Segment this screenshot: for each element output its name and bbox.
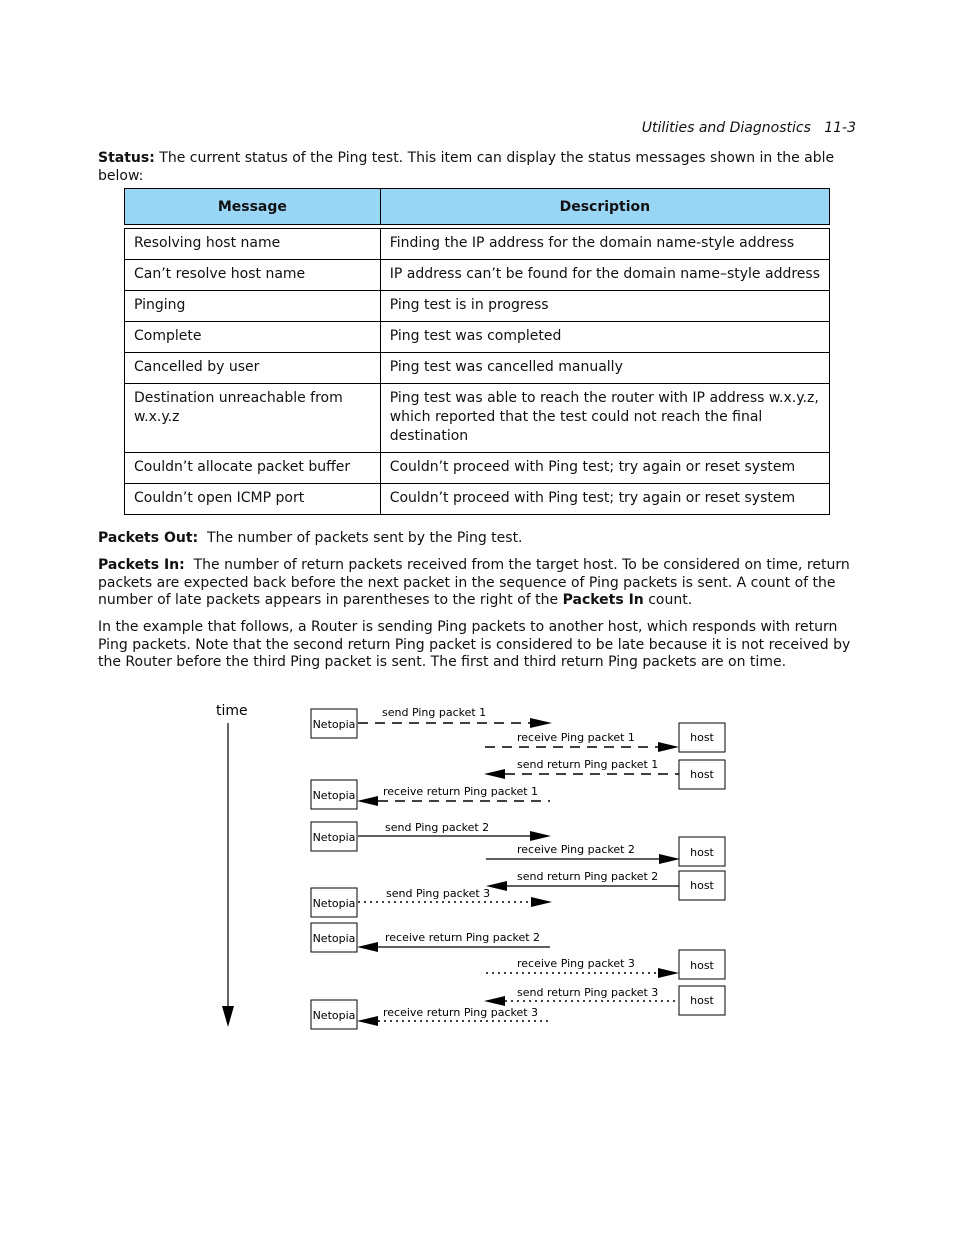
message-label: send return Ping packet 1: [517, 758, 659, 771]
message-label: receive return Ping packet 1: [383, 785, 539, 798]
description-cell: Couldn’t proceed with Ping test; try again or reset system: [380, 453, 829, 484]
status-text: The current status of the Ping test. This item can display the status messages shown in the able below:: [98, 150, 835, 184]
host-label: host: [690, 731, 714, 744]
arrow-head: [530, 831, 551, 841]
message-cell: Couldn’t open ICMP port: [125, 484, 381, 515]
table-row: [125, 260, 830, 291]
table-row: [125, 353, 830, 384]
message-label: send return Ping packet 2: [517, 870, 659, 883]
message-cell: Cancelled by user: [125, 353, 381, 384]
packets-in-paragraph: [98, 557, 858, 610]
host-label: host: [690, 846, 714, 859]
message-cell: Couldn’t allocate packet buffer: [125, 453, 381, 484]
message-label: send Ping packet 1: [382, 706, 487, 719]
message-label: receive return Ping packet 3: [383, 1006, 539, 1019]
arrow-head: [530, 718, 552, 728]
example-paragraph: In the example that follows, a Router is sending Ping packets to another host, which responds with return Ping packets. Note that the second return Ping packet is considered to be late because it is not received by the Router before the third Ping packet is sent. The first and third return Ping packets are on time.: [98, 619, 851, 670]
time-label: time: [216, 703, 248, 719]
message-label: receive Ping packet 1: [517, 731, 635, 744]
description-cell: IP address can’t be found for the domain name–style address: [380, 260, 829, 291]
message-label: send Ping packet 3: [386, 887, 491, 900]
host-label: host: [690, 959, 714, 972]
packets-out-label: Packets Out:: [98, 530, 199, 546]
packets-in-bold: Packets In: [562, 592, 644, 608]
table-row: [125, 453, 830, 484]
status-label: Status:: [98, 150, 155, 166]
arrow-head: [659, 854, 680, 864]
netopia-label: Netopia: [312, 789, 356, 802]
packets-in-label: Packets In:: [98, 557, 185, 573]
message-label: send Ping packet 2: [385, 821, 490, 834]
description-cell: Couldn’t proceed with Ping test; try again or reset system: [380, 484, 829, 515]
time-arrow-head: [222, 1006, 234, 1027]
description-cell: Ping test was completed: [380, 322, 829, 353]
table-row: [125, 484, 830, 515]
arrow-head: [484, 996, 505, 1006]
arrow-head: [357, 942, 378, 952]
arrow-head: [658, 742, 679, 752]
packets-out-text: The number of packets sent by the Ping test.: [198, 530, 523, 546]
description-cell: Finding the IP address for the domain name-style address: [380, 229, 829, 260]
packets-in-text-2: count.: [643, 592, 693, 608]
arrow-head: [484, 769, 505, 779]
table-row: [125, 384, 830, 453]
status-paragraph: [98, 150, 868, 185]
message-cell: Destination unreachable from w.x.y.z: [125, 384, 381, 453]
message-cell: Pinging: [125, 291, 381, 322]
arrow-head: [531, 897, 552, 907]
table-row: [125, 291, 830, 322]
message-cell: Can’t resolve host name: [125, 260, 381, 291]
netopia-label: Netopia: [312, 1009, 356, 1022]
column-header-description: Description: [380, 189, 829, 225]
host-label: host: [690, 768, 714, 781]
description-cell: Ping test was cancelled manually: [380, 353, 829, 384]
column-header-message: Message: [125, 189, 381, 225]
host-label: host: [690, 879, 714, 892]
status-messages-table: [124, 188, 830, 515]
table-row: [125, 322, 830, 353]
arrow-head: [658, 968, 679, 978]
message-label: receive Ping packet 3: [517, 957, 635, 970]
message-label: receive return Ping packet 2: [385, 931, 541, 944]
table-row: [125, 229, 830, 260]
message-label: receive Ping packet 2: [517, 843, 635, 856]
table-header-row: [125, 189, 830, 225]
packets-in-text-1: The number of return packets received from the target host. To be considered on time, return packets are expected back before the next packet in the sequence of Ping packets is sent. A count of the number of late packets appears in parentheses to the right of the: [98, 557, 855, 608]
message-label: send return Ping packet 3: [517, 986, 659, 999]
running-head: Utilities and Diagnostics 11-3: [641, 120, 856, 136]
host-label: host: [690, 994, 714, 1007]
description-cell: Ping test was able to reach the router with IP address w.x.y.z, which reported that the test could not reach the final destination: [380, 384, 829, 453]
ping-timing-diagram: [0, 690, 954, 1040]
netopia-label: Netopia: [312, 897, 356, 910]
netopia-label: Netopia: [312, 831, 356, 844]
arrow-head: [357, 796, 378, 806]
description-cell: Ping test is in progress: [380, 291, 829, 322]
arrow-head: [357, 1016, 378, 1026]
message-cell: Complete: [125, 322, 381, 353]
netopia-label: Netopia: [312, 932, 356, 945]
packets-out-paragraph: [98, 530, 858, 548]
message-cell: Resolving host name: [125, 229, 381, 260]
netopia-label: Netopia: [312, 718, 356, 731]
